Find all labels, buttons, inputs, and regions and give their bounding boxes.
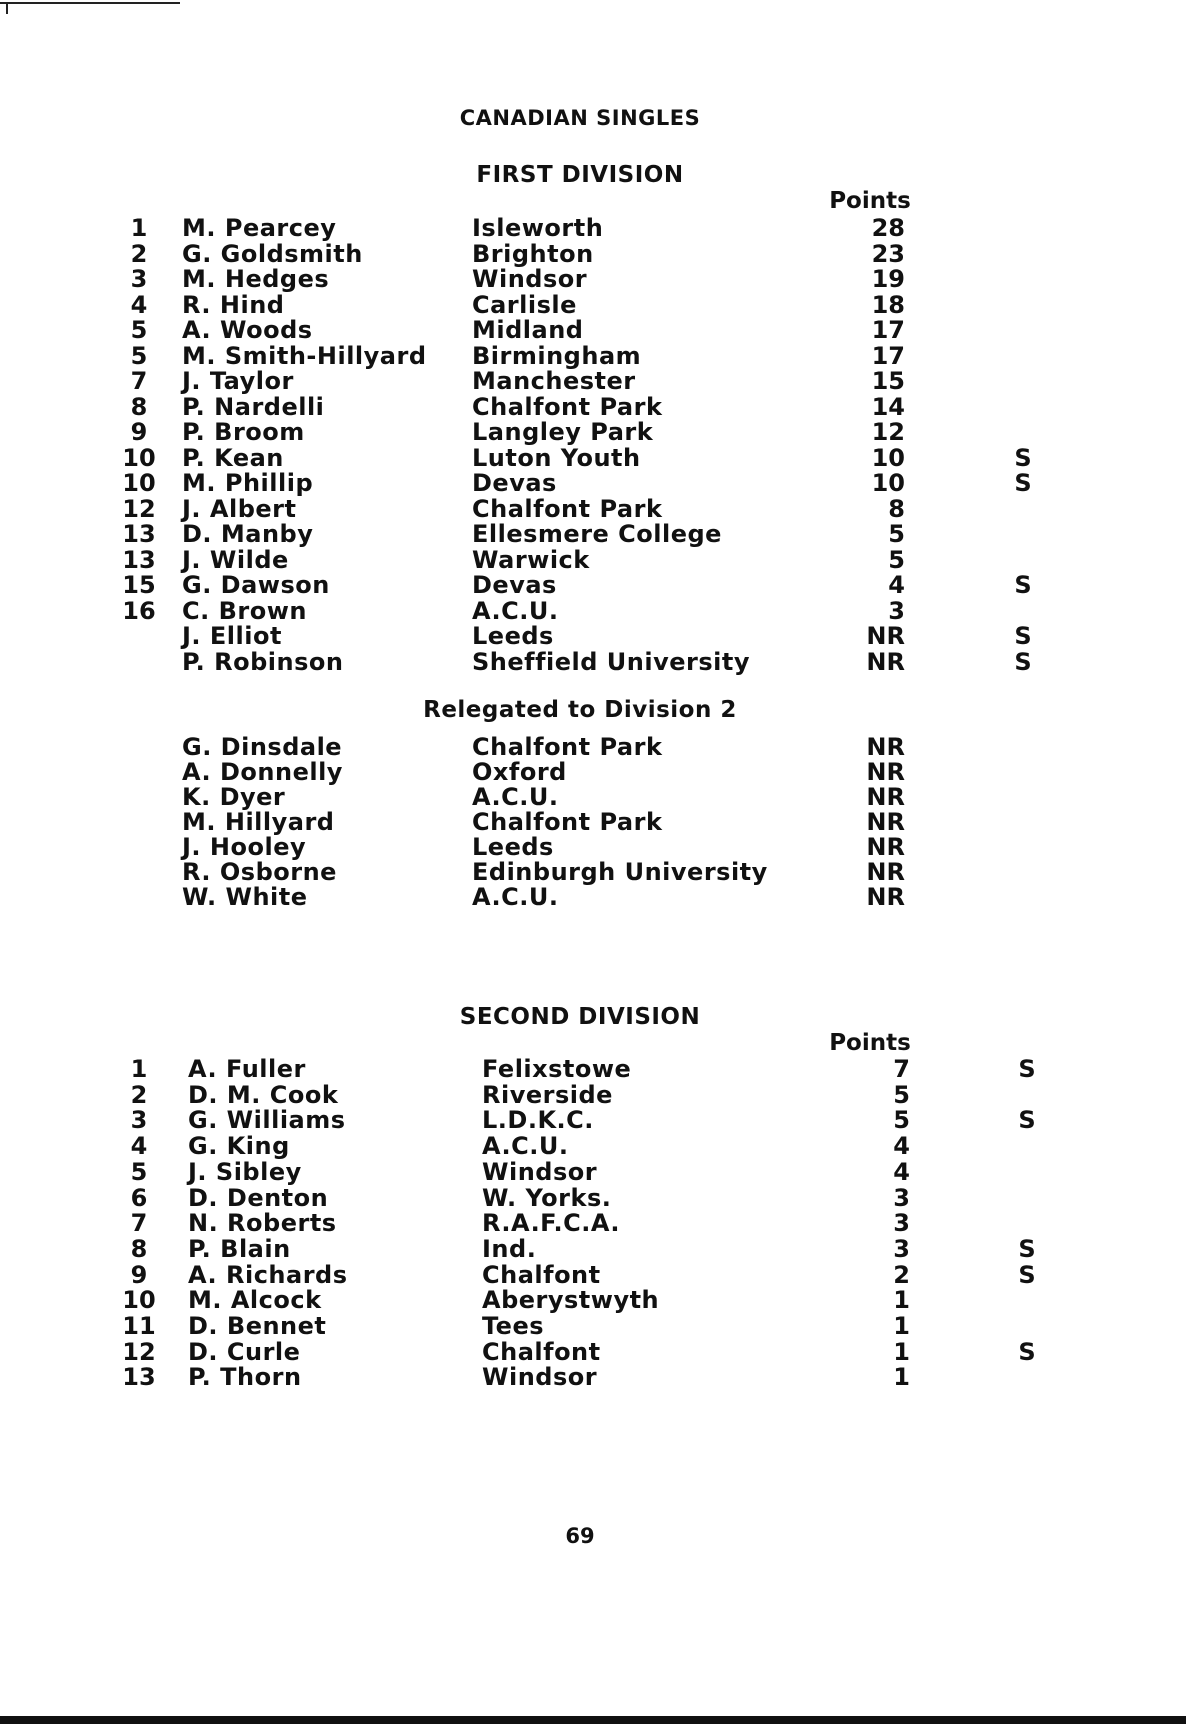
- club-cell: Warwick: [472, 545, 590, 574]
- table-row: [0, 1314, 1186, 1339]
- club-cell: Windsor: [472, 265, 588, 293]
- second-division-points-header: Points: [829, 1030, 911, 1056]
- points-cell: NR: [866, 733, 905, 761]
- rank-cell: 10: [122, 1286, 156, 1315]
- club-cell: Windsor: [482, 1363, 598, 1392]
- club-cell: Leeds: [472, 622, 554, 650]
- club-cell: Oxford: [472, 758, 567, 786]
- table-row: [0, 545, 1186, 574]
- club-cell: Ind.: [482, 1234, 537, 1263]
- player-name-cell: A. Richards: [188, 1260, 348, 1289]
- rank-cell: 7: [130, 367, 148, 395]
- rank-cell: 1: [130, 214, 148, 242]
- points-cell: 4: [893, 1132, 910, 1161]
- points-cell: 4: [888, 571, 905, 599]
- table-row: [0, 290, 1186, 319]
- player-name-cell: P. Robinson: [182, 647, 344, 676]
- rank-cell: 13: [122, 545, 156, 574]
- player-name-cell: M. Phillip: [182, 469, 314, 497]
- rank-cell: 5: [130, 316, 148, 344]
- club-cell: Devas: [472, 571, 557, 599]
- second-division-heading: SECOND DIVISION: [459, 1004, 701, 1030]
- flag-cell: S: [1018, 1260, 1036, 1289]
- points-cell: 17: [871, 341, 905, 370]
- table-row: [0, 392, 1186, 421]
- player-name-cell: D. Denton: [188, 1183, 329, 1212]
- player-name-cell: W. White: [182, 883, 308, 911]
- points-cell: NR: [866, 808, 905, 836]
- player-name-cell: J. Taylor: [182, 367, 294, 395]
- points-cell: NR: [866, 647, 905, 676]
- flag-cell: S: [1018, 1106, 1036, 1135]
- points-cell: 19: [871, 265, 905, 293]
- club-cell: Midland: [472, 316, 584, 344]
- club-cell: Isleworth: [472, 214, 604, 242]
- player-name-cell: G. King: [188, 1132, 290, 1161]
- table-row: [0, 573, 1186, 598]
- scan-edge-top: [0, 2, 180, 4]
- club-cell: Carlisle: [472, 290, 577, 319]
- club-cell: Devas: [472, 469, 557, 497]
- rank-cell: 4: [130, 1132, 148, 1161]
- rank-cell: 4: [130, 290, 148, 319]
- rank-cell: 1: [130, 1055, 148, 1083]
- player-name-cell: D. M. Cook: [188, 1080, 339, 1109]
- rank-cell: 6: [130, 1183, 148, 1212]
- rank-cell: 2: [130, 1080, 148, 1109]
- club-cell: Leeds: [472, 833, 554, 861]
- table-row: [0, 1211, 1186, 1236]
- player-name-cell: P. Nardelli: [182, 392, 325, 421]
- player-name-cell: J. Hooley: [182, 833, 307, 861]
- player-name-cell: N. Roberts: [188, 1209, 337, 1238]
- document-title: CANADIAN SINGLES: [459, 106, 701, 130]
- player-name-cell: G. Goldsmith: [182, 239, 363, 268]
- points-cell: NR: [866, 758, 905, 786]
- points-cell: 3: [893, 1209, 910, 1238]
- player-name-cell: P. Broom: [182, 418, 305, 446]
- rank-cell: 5: [130, 341, 148, 370]
- club-cell: Chalfont Park: [472, 494, 663, 523]
- rank-cell: 10: [122, 443, 156, 472]
- flag-cell: S: [1018, 1337, 1036, 1366]
- table-row: [0, 318, 1186, 343]
- player-name-cell: P. Kean: [182, 443, 284, 472]
- points-cell: 12: [871, 418, 905, 446]
- player-name-cell: M. Pearcey: [182, 214, 337, 242]
- table-row: [0, 810, 1186, 835]
- player-name-cell: A. Donnelly: [182, 758, 343, 786]
- player-name-cell: G. Williams: [188, 1106, 346, 1135]
- table-row: [0, 1057, 1186, 1082]
- club-cell: Chalfont Park: [472, 808, 663, 836]
- rank-cell: 9: [130, 418, 148, 446]
- table-row: [0, 785, 1186, 810]
- table-row: [0, 369, 1186, 394]
- rank-cell: 12: [122, 1337, 156, 1366]
- points-cell: NR: [866, 783, 905, 811]
- points-cell: 5: [888, 545, 905, 574]
- club-cell: Chalfont: [482, 1260, 601, 1289]
- points-cell: 28: [871, 214, 905, 242]
- flag-cell: S: [1018, 1055, 1036, 1083]
- player-name-cell: K. Dyer: [182, 783, 286, 811]
- player-name-cell: R. Osborne: [182, 858, 337, 886]
- points-cell: 3: [893, 1234, 910, 1263]
- points-cell: NR: [866, 858, 905, 886]
- table-row: [0, 341, 1186, 370]
- points-cell: NR: [866, 622, 905, 650]
- rank-cell: 5: [130, 1157, 148, 1186]
- rank-cell: 9: [130, 1260, 148, 1289]
- club-cell: Riverside: [482, 1080, 613, 1109]
- club-cell: Sheffield University: [472, 647, 750, 676]
- rank-cell: 2: [130, 239, 148, 268]
- player-name-cell: P. Thorn: [188, 1363, 302, 1392]
- table-row: [0, 1108, 1186, 1133]
- first-division-heading: FIRST DIVISION: [476, 162, 684, 188]
- table-row: [0, 1288, 1186, 1313]
- points-cell: 1: [893, 1337, 910, 1366]
- first-division-points-header: Points: [829, 188, 911, 214]
- table-row: [0, 760, 1186, 785]
- scan-edge-bottom: [0, 1716, 1186, 1724]
- club-cell: R.A.F.C.A.: [482, 1209, 621, 1238]
- club-cell: Birmingham: [472, 341, 642, 370]
- rank-cell: 11: [122, 1312, 156, 1340]
- rank-cell: 15: [122, 571, 156, 599]
- points-cell: 3: [893, 1183, 910, 1212]
- player-name-cell: D. Curle: [188, 1337, 301, 1366]
- club-cell: Edinburgh University: [472, 858, 768, 886]
- club-cell: Brighton: [472, 239, 594, 268]
- rank-cell: 3: [130, 1106, 148, 1135]
- points-cell: 14: [871, 392, 905, 421]
- club-cell: Tees: [482, 1312, 545, 1340]
- table-row: [0, 443, 1186, 472]
- points-cell: 17: [871, 316, 905, 344]
- points-cell: 3: [888, 596, 905, 625]
- flag-cell: S: [1018, 1234, 1036, 1263]
- club-cell: L.D.K.C.: [482, 1106, 594, 1135]
- table-row: [0, 860, 1186, 885]
- player-name-cell: A. Woods: [182, 316, 313, 344]
- player-name-cell: M. Smith-Hillyard: [182, 341, 427, 370]
- rank-cell: 8: [130, 392, 148, 421]
- table-row: [0, 1157, 1186, 1186]
- points-cell: 4: [893, 1157, 910, 1186]
- player-name-cell: J. Wilde: [182, 545, 289, 574]
- player-name-cell: A. Fuller: [188, 1055, 306, 1083]
- club-cell: A.C.U.: [472, 783, 559, 811]
- flag-cell: S: [1014, 443, 1032, 472]
- player-name-cell: G. Dawson: [182, 571, 330, 599]
- club-cell: Langley Park: [472, 418, 654, 446]
- points-cell: 5: [893, 1106, 910, 1135]
- points-cell: 15: [871, 367, 905, 395]
- flag-cell: S: [1014, 647, 1032, 676]
- club-cell: Aberystwyth: [482, 1286, 660, 1315]
- points-cell: NR: [866, 833, 905, 861]
- relegated-heading: Relegated to Division 2: [423, 697, 737, 723]
- club-cell: A.C.U.: [482, 1132, 569, 1161]
- club-cell: Ellesmere College: [472, 520, 722, 548]
- table-row: [0, 239, 1186, 268]
- points-cell: 5: [888, 520, 905, 548]
- table-row: [0, 835, 1186, 860]
- points-cell: 1: [893, 1286, 910, 1315]
- player-name-cell: M. Alcock: [188, 1286, 322, 1315]
- table-row: [0, 494, 1186, 523]
- rank-cell: 13: [122, 520, 156, 548]
- player-name-cell: J. Elliot: [182, 622, 282, 650]
- flag-cell: S: [1014, 469, 1032, 497]
- table-row: [0, 1080, 1186, 1109]
- rank-cell: 13: [122, 1363, 156, 1392]
- points-cell: 18: [871, 290, 905, 319]
- rank-cell: 12: [122, 494, 156, 523]
- table-row: [0, 420, 1186, 445]
- club-cell: Felixstowe: [482, 1055, 632, 1083]
- flag-cell: S: [1014, 571, 1032, 599]
- player-name-cell: J. Albert: [182, 494, 297, 523]
- club-cell: Chalfont Park: [472, 733, 663, 761]
- club-cell: W. Yorks.: [482, 1183, 612, 1212]
- player-name-cell: M. Hillyard: [182, 808, 335, 836]
- player-name-cell: M. Hedges: [182, 265, 330, 293]
- club-cell: A.C.U.: [472, 596, 559, 625]
- table-row: [0, 735, 1186, 760]
- points-cell: 2: [893, 1260, 910, 1289]
- points-cell: 10: [871, 443, 905, 472]
- club-cell: A.C.U.: [472, 883, 559, 911]
- rank-cell: 10: [122, 469, 156, 497]
- table-row: [0, 596, 1186, 625]
- table-row: [0, 624, 1186, 649]
- points-cell: 1: [893, 1312, 910, 1340]
- points-cell: 7: [893, 1055, 910, 1083]
- points-cell: NR: [866, 883, 905, 911]
- table-row: [0, 1337, 1186, 1366]
- table-row: [0, 1365, 1186, 1390]
- table-row: [0, 1183, 1186, 1212]
- table-row: [0, 522, 1186, 547]
- page-number: 69: [565, 1524, 595, 1548]
- table-row: [0, 216, 1186, 241]
- table-row: [0, 1234, 1186, 1263]
- table-row: [0, 267, 1186, 292]
- table-row: [0, 471, 1186, 496]
- rank-cell: 7: [130, 1209, 148, 1238]
- table-row: [0, 1260, 1186, 1289]
- player-name-cell: J. Sibley: [188, 1157, 302, 1186]
- club-cell: Chalfont: [482, 1337, 601, 1366]
- table-row: [0, 885, 1186, 910]
- table-row: [0, 647, 1186, 676]
- player-name-cell: G. Dinsdale: [182, 733, 343, 761]
- points-cell: 5: [893, 1080, 910, 1109]
- rank-cell: 3: [130, 265, 148, 293]
- player-name-cell: P. Blain: [188, 1234, 291, 1263]
- player-name-cell: D. Bennet: [188, 1312, 327, 1340]
- points-cell: 10: [871, 469, 905, 497]
- player-name-cell: D. Manby: [182, 520, 314, 548]
- table-row: [0, 1134, 1186, 1159]
- club-cell: Manchester: [472, 367, 636, 395]
- player-name-cell: R. Hind: [182, 290, 285, 319]
- player-name-cell: C. Brown: [182, 596, 307, 625]
- points-cell: 1: [893, 1363, 910, 1392]
- points-cell: 8: [888, 494, 905, 523]
- scan-edge-tick: [6, 2, 8, 14]
- rank-cell: 16: [122, 596, 156, 625]
- club-cell: Chalfont Park: [472, 392, 663, 421]
- rank-cell: 8: [130, 1234, 148, 1263]
- flag-cell: S: [1014, 622, 1032, 650]
- points-cell: 23: [871, 239, 905, 268]
- club-cell: Luton Youth: [472, 443, 641, 472]
- club-cell: Windsor: [482, 1157, 598, 1186]
